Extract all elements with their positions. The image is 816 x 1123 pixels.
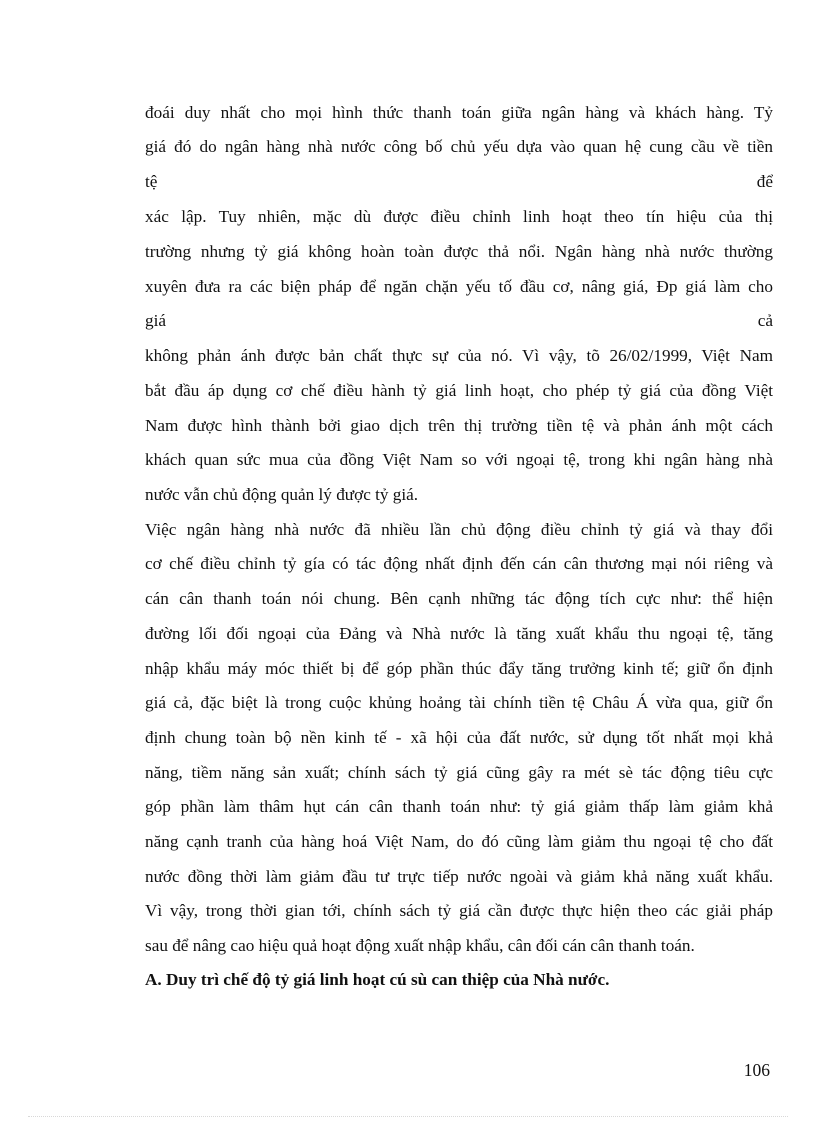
text-line: nước vẫn chủ động quản lý được tỷ giá.: [145, 485, 419, 504]
text-line: Nam được hình thành bởi giao dịch trên thị trường tiền tệ và phản ánh một cách: [145, 416, 773, 435]
text-line: giá cả: [145, 311, 773, 330]
text-line: năng cạnh tranh của hàng hoá Việt Nam, do đó cũng làm giảm thu ngoại tệ cho đất: [145, 832, 773, 851]
footer-divider: [28, 1116, 788, 1117]
paragraph-start: Việc ngân hàng nhà nước đã nhiều lần chủ động điều chỉnh tỷ giá và thay đổi: [145, 520, 773, 539]
text-line: Vì vậy, trong thời gian tới, chính sách tỷ giá cần được thực hiện theo các giải pháp: [145, 901, 773, 920]
text-line: sau để nâng cao hiệu quả hoạt động xuất nhập khẩu, cân đối cán cân thanh toán.: [145, 936, 695, 955]
text-line: khách quan sức mua của đồng Việt Nam so với ngoại tệ, trong khi ngân hàng nhà: [145, 450, 773, 469]
text-line: xuyên đưa ra các biện pháp để ngăn chặn yếu tố đầu cơ, nâng giá, Đp giá làm cho: [145, 277, 773, 296]
text-line: cán cân thanh toán nói chung. Bên cạnh những tác động tích cực như: thể hiện: [145, 589, 773, 608]
section-heading: A. Duy trì chế độ tỷ giá linh hoạt cú sù can thiệp của Nhà nước.: [145, 970, 610, 989]
page-number: 106: [743, 1060, 770, 1080]
text-line: tệ để: [145, 172, 773, 191]
text-line: bắt đầu áp dụng cơ chế điều hành tỷ giá linh hoạt, cho phép tỷ giá của đồng Việt: [145, 381, 773, 400]
text-line: trường nhưng tỷ giá không hoàn toàn được thả nổi. Ngân hàng nhà nước thường: [145, 242, 773, 261]
text-line: đường lối đối ngoại của Đảng và Nhà nước là tăng xuất khẩu thu ngoại tệ, tăng: [145, 624, 773, 643]
text-line: giá đó do ngân hàng nhà nước công bố chủ yếu dựa vào quan hệ cung cầu về tiền: [145, 137, 773, 156]
text-line: nhập khẩu máy móc thiết bị để góp phần thúc đẩy tăng trưởng kinh tế; giữ ổn định: [145, 659, 773, 678]
text-line: cơ chế điều chỉnh tỷ gía có tác động nhất định đến cán cân thương mại nói riêng và: [145, 554, 773, 573]
text-line: xác lập. Tuy nhiên, mặc dù được điều chỉnh linh hoạt theo tín hiệu của thị: [145, 207, 773, 226]
text-line: giá cả, đặc biệt là trong cuộc khủng hoảng tài chính tiền tệ Châu Á vừa qua, giữ ổn: [145, 693, 773, 712]
text-line: định chung toàn bộ nền kinh tế - xã hội của đất nước, sử dụng tốt nhất mọi khả: [145, 728, 773, 747]
text-line: đoái duy nhất cho mọi hình thức thanh toán giữa ngân hàng và khách hàng. Tỷ: [145, 103, 773, 122]
text-line: nước đồng thời làm giảm đầu tư trực tiếp nước ngoài và giảm khả năng xuất khẩu.: [145, 867, 773, 886]
text-line: năng, tiềm năng sản xuất; chính sách tỷ giá cũng gây ra mét sè tác động tiêu cực: [145, 763, 773, 782]
text-line: không phản ánh được bản chất thực sự của nó. Vì vậy, tõ 26/02/1999, Việt Nam: [145, 346, 773, 365]
text-line: góp phần làm thâm hụt cán cân thanh toán như: tỷ giá giảm thấp làm giảm khả: [145, 797, 773, 816]
